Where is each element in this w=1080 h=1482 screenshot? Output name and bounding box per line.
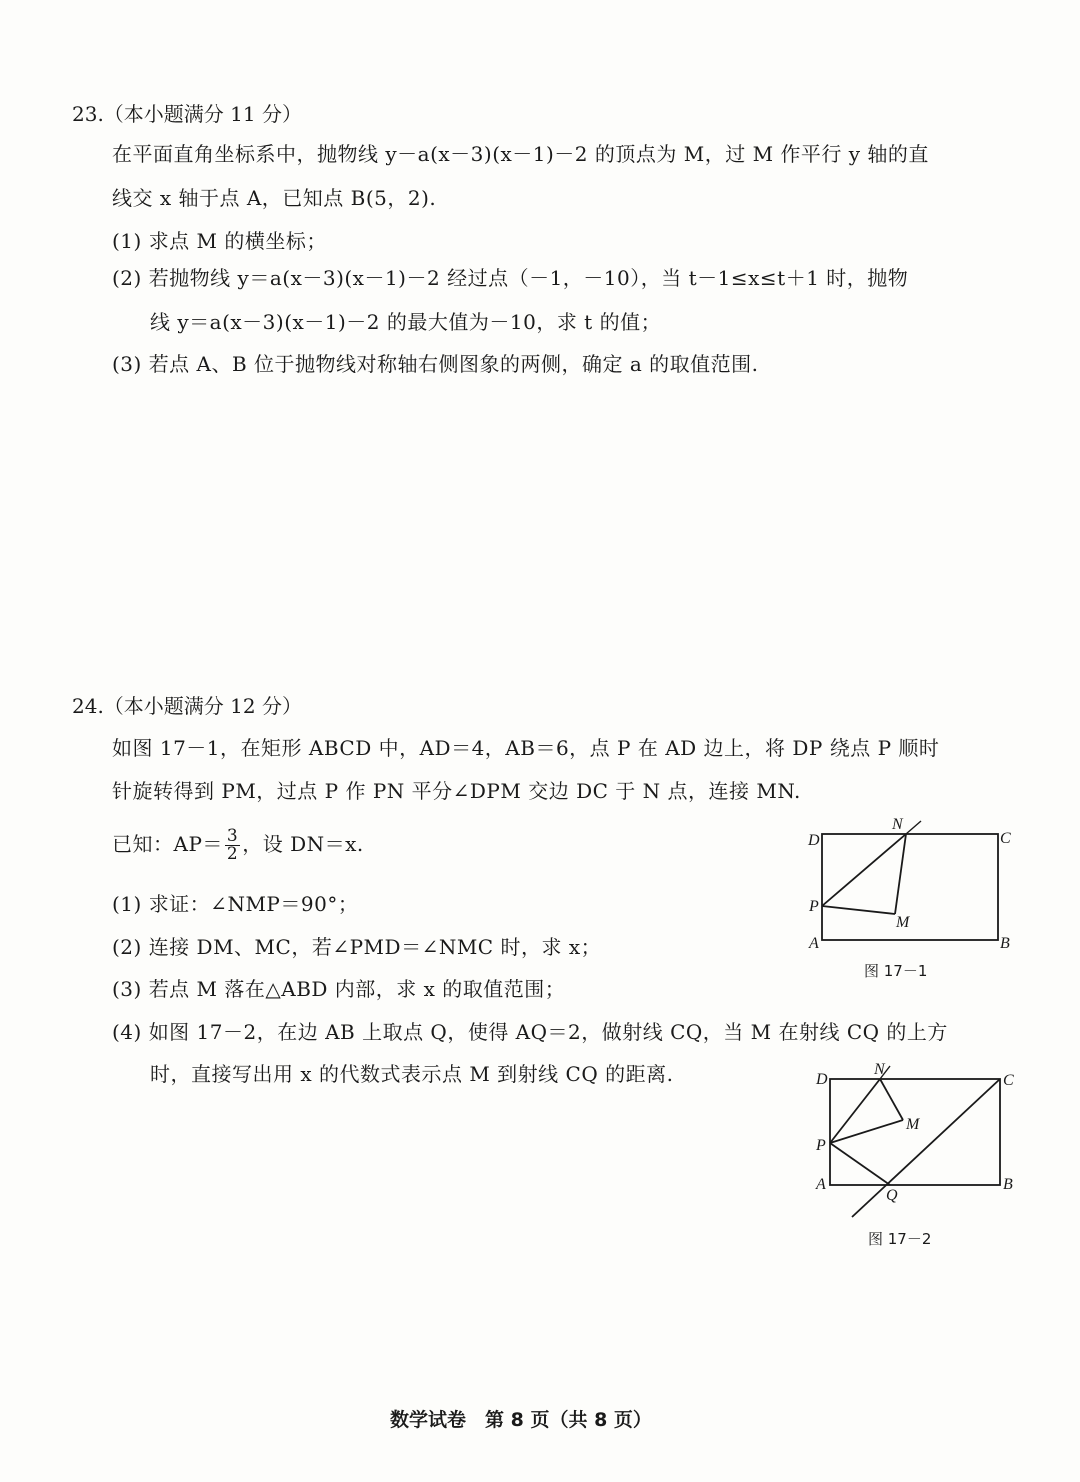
- figure-17-1-caption: 图 17－1: [864, 962, 928, 980]
- label-c: C: [1003, 1072, 1014, 1089]
- q24-known: [112, 828, 364, 863]
- ray-pn-extension: [906, 821, 921, 834]
- q23-stem-line2: 线交 x 轴于点 A，已知点 B(5，2).: [112, 186, 437, 210]
- label-c: C: [1000, 830, 1011, 847]
- q24-part1: (1) 求证：∠NMP＝90°；: [112, 892, 359, 916]
- label-m: M: [906, 1116, 920, 1133]
- label-p: P: [816, 1137, 826, 1154]
- segment-pn: [830, 1079, 880, 1143]
- segment-pm: [822, 906, 895, 914]
- label-b: B: [1003, 1176, 1013, 1193]
- figure-17-2-caption: 图 17－2: [868, 1230, 932, 1248]
- figure-17-1: [800, 815, 1025, 960]
- q24-known-suffix: ，设 DN＝x.: [242, 832, 364, 856]
- q23-part3: (3) 若点 A、B 位于抛物线对称轴右侧图象的两侧，确定 a 的取值范围.: [112, 352, 759, 376]
- q23-part1: (1) 求点 M 的横坐标；: [112, 229, 327, 253]
- segment-nm: [880, 1079, 903, 1120]
- fraction-numerator: 3: [226, 826, 239, 846]
- label-d: D: [816, 1071, 828, 1088]
- label-a: A: [809, 935, 819, 952]
- q24-part2: (2) 连接 DM、MC，若∠PMD＝∠NMC 时，求 x；: [112, 935, 602, 959]
- q24-header: 24.（本小题满分 12 分）: [72, 694, 302, 718]
- q23-stem-line1: 在平面直角坐标系中，抛物线 y－a(x－3)(x－1)－2 的顶点为 M，过 M 作平行 y 轴的直: [112, 142, 929, 166]
- ray-cq: [852, 1079, 1000, 1217]
- q23-part2-line1: (2) 若抛物线 y＝a(x－3)(x－1)－2 经过点（－1，－10），当 t－1≤x≤t＋1 时，抛物: [112, 266, 909, 290]
- label-b: B: [1000, 935, 1010, 952]
- q24-part3: (3) 若点 M 落在△ABD 内部，求 x 的取值范围；: [112, 977, 566, 1001]
- label-n: N: [874, 1061, 885, 1078]
- q24-stem-line2: 针旋转得到 PM，过点 P 作 PN 平分∠DPM 交边 DC 于 N 点，连接 MN.: [112, 779, 801, 803]
- rectangle-abcd: [822, 834, 998, 940]
- figure-17-2: [808, 1055, 1033, 1230]
- label-n: N: [892, 816, 903, 833]
- segment-mn: [895, 834, 906, 914]
- q24-known-prefix: 已知：AP＝: [112, 832, 223, 856]
- q24-part4-line1: (4) 如图 17－2，在边 AB 上取点 Q，使得 AQ＝2，做射线 CQ，当 M 在射线 CQ 的上方: [112, 1020, 948, 1044]
- label-q: Q: [886, 1187, 898, 1204]
- page-footer: 数学试卷 第 8 页（共 8 页）: [390, 1409, 652, 1431]
- segment-pm: [830, 1120, 903, 1143]
- label-p: P: [809, 898, 819, 915]
- q24-part4-line2: 时，直接写出用 x 的代数式表示点 M 到射线 CQ 的距离.: [150, 1062, 674, 1086]
- q23-header: 23.（本小题满分 11 分）: [72, 102, 302, 126]
- label-m: M: [896, 914, 910, 931]
- label-a: A: [816, 1176, 826, 1193]
- segment-pq: [830, 1143, 890, 1185]
- fraction-denominator: 2: [226, 844, 239, 864]
- segment-pn: [822, 834, 906, 906]
- fraction-3-2: [225, 828, 240, 863]
- q23-part2-line2: 线 y＝a(x－3)(x－1)－2 的最大值为－10，求 t 的值；: [150, 310, 662, 334]
- label-d: D: [808, 832, 820, 849]
- q24-stem-line1: 如图 17－1，在矩形 ABCD 中，AD＝4，AB＝6，点 P 在 AD 边上，将 DP 绕点 P 顺时: [112, 736, 940, 760]
